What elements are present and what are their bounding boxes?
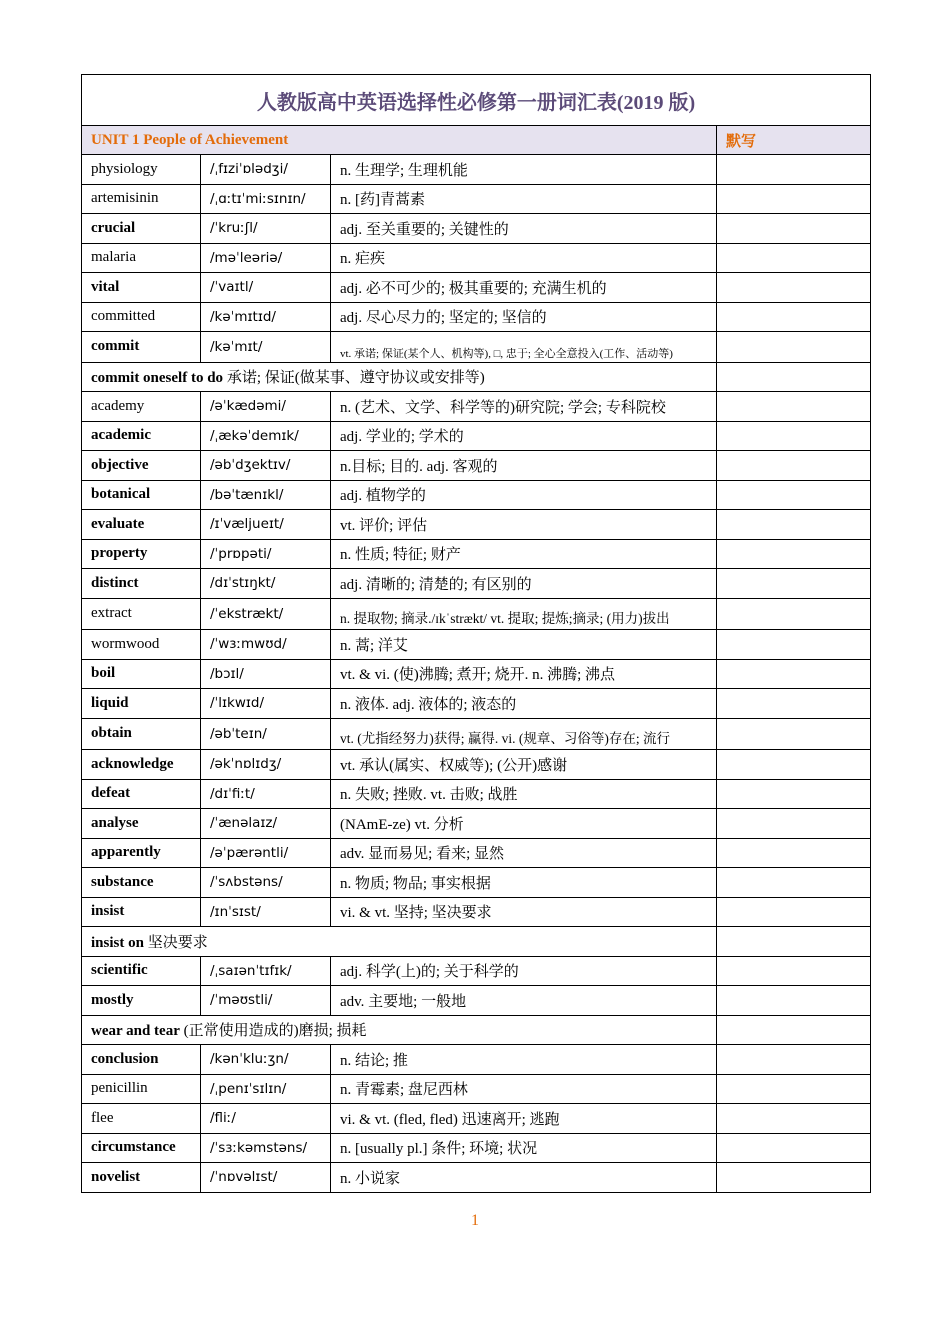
phonetic-cell: /dɪˈstɪŋkt/: [201, 569, 331, 599]
dictation-cell[interactable]: [717, 1074, 871, 1104]
word-cell: acknowledge: [82, 750, 201, 780]
phonetic-cell: /əkˈnɒlɪdʒ/: [201, 750, 331, 780]
word-row: [82, 302, 871, 332]
word-row: [82, 184, 871, 214]
word-cell: artemisinin: [82, 184, 201, 214]
phonetic-cell: /ˌsaɪənˈtɪfɪk/: [201, 956, 331, 986]
word-row: [82, 1133, 871, 1163]
phonetic-cell: /əbˈdʒektɪv/: [201, 451, 331, 481]
word-cell: mostly: [82, 986, 201, 1016]
dictation-cell[interactable]: [717, 897, 871, 927]
word-cell: substance: [82, 868, 201, 898]
word-cell: defeat: [82, 779, 201, 809]
word-row: [82, 809, 871, 839]
word-cell: novelist: [82, 1163, 201, 1193]
dictation-cell[interactable]: [717, 718, 871, 750]
definition-cell: vt. 评价; 评估: [331, 510, 717, 540]
phrase-text: commit oneself to do: [91, 370, 224, 387]
dictation-cell[interactable]: [717, 155, 871, 185]
phonetic-cell: /ˈnɒvəlɪst/: [201, 1163, 331, 1193]
definition-cell: n. 结论; 推: [331, 1045, 717, 1075]
word-cell: academic: [82, 421, 201, 451]
definition-cell: n. 生理学; 生理机能: [331, 155, 717, 185]
word-row: [82, 392, 871, 422]
word-row: [82, 1104, 871, 1134]
phonetic-cell: /ˈlɪkwɪd/: [201, 689, 331, 719]
dictation-cell[interactable]: [717, 302, 871, 332]
definition-cell: vt. 承诺; 保证(某个人、机构等), □, 忠于; 全心全意投入(工作、活动等): [331, 332, 717, 363]
dictation-cell[interactable]: [717, 569, 871, 599]
word-cell: academy: [82, 392, 201, 422]
phonetic-cell: /ˈænəlaɪz/: [201, 809, 331, 839]
word-row: [82, 598, 871, 630]
dictation-cell[interactable]: [717, 214, 871, 244]
definition-cell: adj. 至关重要的; 关键性的: [331, 214, 717, 244]
definition-cell: adv. 显而易见; 看来; 显然: [331, 838, 717, 868]
word-cell: boil: [82, 659, 201, 689]
phonetic-cell: /ˈwɜːmwʊd/: [201, 630, 331, 660]
word-cell: property: [82, 539, 201, 569]
dictation-header: 默写: [717, 126, 871, 155]
word-row: [82, 480, 871, 510]
dictation-cell[interactable]: [717, 750, 871, 780]
definition-cell: n. 蒿; 洋艾: [331, 630, 717, 660]
dictation-cell[interactable]: [717, 1133, 871, 1163]
dictation-cell[interactable]: [717, 868, 871, 898]
dictation-cell[interactable]: [717, 779, 871, 809]
dictation-cell[interactable]: [717, 630, 871, 660]
word-row: [82, 659, 871, 689]
word-row: [82, 243, 871, 273]
definition-cell: n. 青霉素; 盘尼西林: [331, 1074, 717, 1104]
word-cell: vital: [82, 273, 201, 303]
word-cell: botanical: [82, 480, 201, 510]
dictation-cell[interactable]: [717, 243, 871, 273]
dictation-cell[interactable]: [717, 332, 871, 363]
phonetic-cell: /ˈməʊstli/: [201, 986, 331, 1016]
phrase-text: wear and tear: [91, 1023, 180, 1040]
dictation-cell[interactable]: [717, 956, 871, 986]
definition-cell: adj. 科学(上)的; 关于科学的: [331, 956, 717, 986]
word-cell: conclusion: [82, 1045, 201, 1075]
phonetic-cell: /ɪnˈsɪst/: [201, 897, 331, 927]
dictation-cell[interactable]: [717, 1015, 871, 1045]
definition-cell: adj. 尽心尽力的; 坚定的; 坚信的: [331, 302, 717, 332]
word-row: [82, 214, 871, 244]
definition-cell: n. [usually pl.] 条件; 环境; 状况: [331, 1133, 717, 1163]
phrase-row: [82, 927, 871, 957]
word-cell: circumstance: [82, 1133, 201, 1163]
word-cell: obtain: [82, 718, 201, 750]
definition-cell: n. 失败; 挫败. vt. 击败; 战胜: [331, 779, 717, 809]
definition-cell: vt. (尤指经努力)获得; 赢得. vi. (规章、习俗等)存在; 流行: [331, 718, 717, 750]
dictation-cell[interactable]: [717, 809, 871, 839]
word-row: [82, 451, 871, 481]
word-row: [82, 1163, 871, 1193]
word-row: [82, 539, 871, 569]
phonetic-cell: /ˈvaɪtl/: [201, 273, 331, 303]
definition-cell: vi. & vt. (fled, fled) 迅速离开; 逃跑: [331, 1104, 717, 1134]
dictation-cell[interactable]: [717, 1104, 871, 1134]
definition-cell: n. (艺术、文学、科学等的)研究院; 学会; 专科院校: [331, 392, 717, 422]
phonetic-cell: /fliː/: [201, 1104, 331, 1134]
word-cell: liquid: [82, 689, 201, 719]
definition-cell: n. 小说家: [331, 1163, 717, 1193]
word-row: [82, 332, 871, 363]
word-cell: malaria: [82, 243, 201, 273]
dictation-cell[interactable]: [717, 838, 871, 868]
vocabulary-table: [81, 74, 871, 1193]
definition-cell: adj. 清晰的; 清楚的; 有区别的: [331, 569, 717, 599]
word-cell: wormwood: [82, 630, 201, 660]
definition-cell: adj. 必不可少的; 极其重要的; 充满生机的: [331, 273, 717, 303]
phrase-cell: [82, 927, 717, 957]
dictation-cell[interactable]: [717, 598, 871, 630]
phonetic-cell: /kənˈkluːʒn/: [201, 1045, 331, 1075]
word-row: [82, 689, 871, 719]
word-row: [82, 630, 871, 660]
phrase-text: insist on: [91, 934, 144, 951]
dictation-cell[interactable]: [717, 480, 871, 510]
word-row: [82, 1074, 871, 1104]
word-row: [82, 569, 871, 599]
phonetic-cell: /ˌækəˈdemɪk/: [201, 421, 331, 451]
word-cell: objective: [82, 451, 201, 481]
word-cell: extract: [82, 598, 201, 630]
word-cell: physiology: [82, 155, 201, 185]
phonetic-cell: /ˌɑːtɪˈmiːsɪnɪn/: [201, 184, 331, 214]
definition-cell: adv. 主要地; 一般地: [331, 986, 717, 1016]
phonetic-cell: /dɪˈfiːt/: [201, 779, 331, 809]
dictation-cell[interactable]: [717, 689, 871, 719]
word-row: [82, 718, 871, 750]
phonetic-cell: /məˈleəriə/: [201, 243, 331, 273]
word-cell: committed: [82, 302, 201, 332]
word-row: [82, 897, 871, 927]
phrase-cell: [82, 1015, 717, 1045]
phonetic-cell: /əˈkædəmi/: [201, 392, 331, 422]
phrase-definition: 承诺; 保证(做某事、遵守协议或安排等): [226, 370, 485, 387]
phrase-cell: [82, 362, 717, 392]
phonetic-cell: /əbˈteɪn/: [201, 718, 331, 750]
word-row: [82, 421, 871, 451]
title-row: [82, 75, 871, 126]
phonetic-cell: /ɪˈvæljueɪt/: [201, 510, 331, 540]
word-row: [82, 956, 871, 986]
phonetic-cell: /ˌpenɪˈsɪlɪn/: [201, 1074, 331, 1104]
word-cell: flee: [82, 1104, 201, 1134]
word-cell: insist: [82, 897, 201, 927]
page-number: 1: [471, 1212, 479, 1229]
word-cell: scientific: [82, 956, 201, 986]
word-row: [82, 779, 871, 809]
unit-heading: UNIT 1 People of Achievement: [82, 126, 717, 155]
dictation-cell[interactable]: [717, 1045, 871, 1075]
word-cell: apparently: [82, 838, 201, 868]
document-title: 人教版高中英语选择性必修第一册词汇表(2019 版): [82, 75, 871, 126]
word-row: [82, 273, 871, 303]
dictation-cell[interactable]: [717, 1163, 871, 1193]
definition-cell: adj. 植物学的: [331, 480, 717, 510]
phonetic-cell: /ˈekstrækt/: [201, 598, 331, 630]
definition-cell: n. 疟疾: [331, 243, 717, 273]
word-cell: crucial: [82, 214, 201, 244]
word-cell: penicillin: [82, 1074, 201, 1104]
definition-cell: n. 物质; 物品; 事实根据: [331, 868, 717, 898]
word-row: [82, 838, 871, 868]
dictation-cell[interactable]: [717, 927, 871, 957]
dictation-cell[interactable]: [717, 362, 871, 392]
word-cell: commit: [82, 332, 201, 363]
dictation-cell[interactable]: [717, 451, 871, 481]
phonetic-cell: /kəˈmɪtɪd/: [201, 302, 331, 332]
phonetic-cell: /ˌfɪziˈɒlədʒi/: [201, 155, 331, 185]
word-cell: evaluate: [82, 510, 201, 540]
definition-cell: (NAmE-ze) vt. 分析: [331, 809, 717, 839]
word-row: [82, 750, 871, 780]
phrase-definition: 坚决要求: [147, 934, 208, 951]
dictation-cell[interactable]: [717, 510, 871, 540]
definition-cell: adj. 学业的; 学术的: [331, 421, 717, 451]
dictation-cell[interactable]: [717, 986, 871, 1016]
phrase-row: [82, 1015, 871, 1045]
definition-cell: n. 提取物; 摘录./ɪkˈstrækt/ vt. 提取; 提炼;摘录; (用力)拔出: [331, 598, 717, 630]
dictation-cell[interactable]: [717, 421, 871, 451]
definition-cell: vt. 承认(属实、权威等); (公开)感谢: [331, 750, 717, 780]
definition-cell: vi. & vt. 坚持; 坚决要求: [331, 897, 717, 927]
unit-heading-row: [82, 126, 871, 155]
dictation-cell[interactable]: [717, 539, 871, 569]
word-row: [82, 986, 871, 1016]
phonetic-cell: /ˈkruːʃl/: [201, 214, 331, 244]
phonetic-cell: /əˈpærəntli/: [201, 838, 331, 868]
definition-cell: n. [药]青蒿素: [331, 184, 717, 214]
word-row: [82, 510, 871, 540]
definition-cell: n. 液体. adj. 液体的; 液态的: [331, 689, 717, 719]
dictation-cell[interactable]: [717, 273, 871, 303]
dictation-cell[interactable]: [717, 392, 871, 422]
phrase-definition: (正常使用造成的)磨损; 损耗: [183, 1023, 367, 1040]
phrase-row: [82, 362, 871, 392]
phonetic-cell: /bəˈtænɪkl/: [201, 480, 331, 510]
phonetic-cell: /kəˈmɪt/: [201, 332, 331, 363]
word-row: [82, 1045, 871, 1075]
phonetic-cell: /ˈprɒpəti/: [201, 539, 331, 569]
word-cell: analyse: [82, 809, 201, 839]
word-cell: distinct: [82, 569, 201, 599]
phonetic-cell: /bɔɪl/: [201, 659, 331, 689]
dictation-cell[interactable]: [717, 184, 871, 214]
dictation-cell[interactable]: [717, 659, 871, 689]
definition-cell: n.目标; 目的. adj. 客观的: [331, 451, 717, 481]
definition-cell: vt. & vi. (使)沸腾; 煮开; 烧开. n. 沸腾; 沸点: [331, 659, 717, 689]
word-row: [82, 868, 871, 898]
word-row: [82, 155, 871, 185]
definition-cell: n. 性质; 特征; 财产: [331, 539, 717, 569]
phonetic-cell: /ˈsɜːkəmstəns/: [201, 1133, 331, 1163]
phonetic-cell: /ˈsʌbstəns/: [201, 868, 331, 898]
